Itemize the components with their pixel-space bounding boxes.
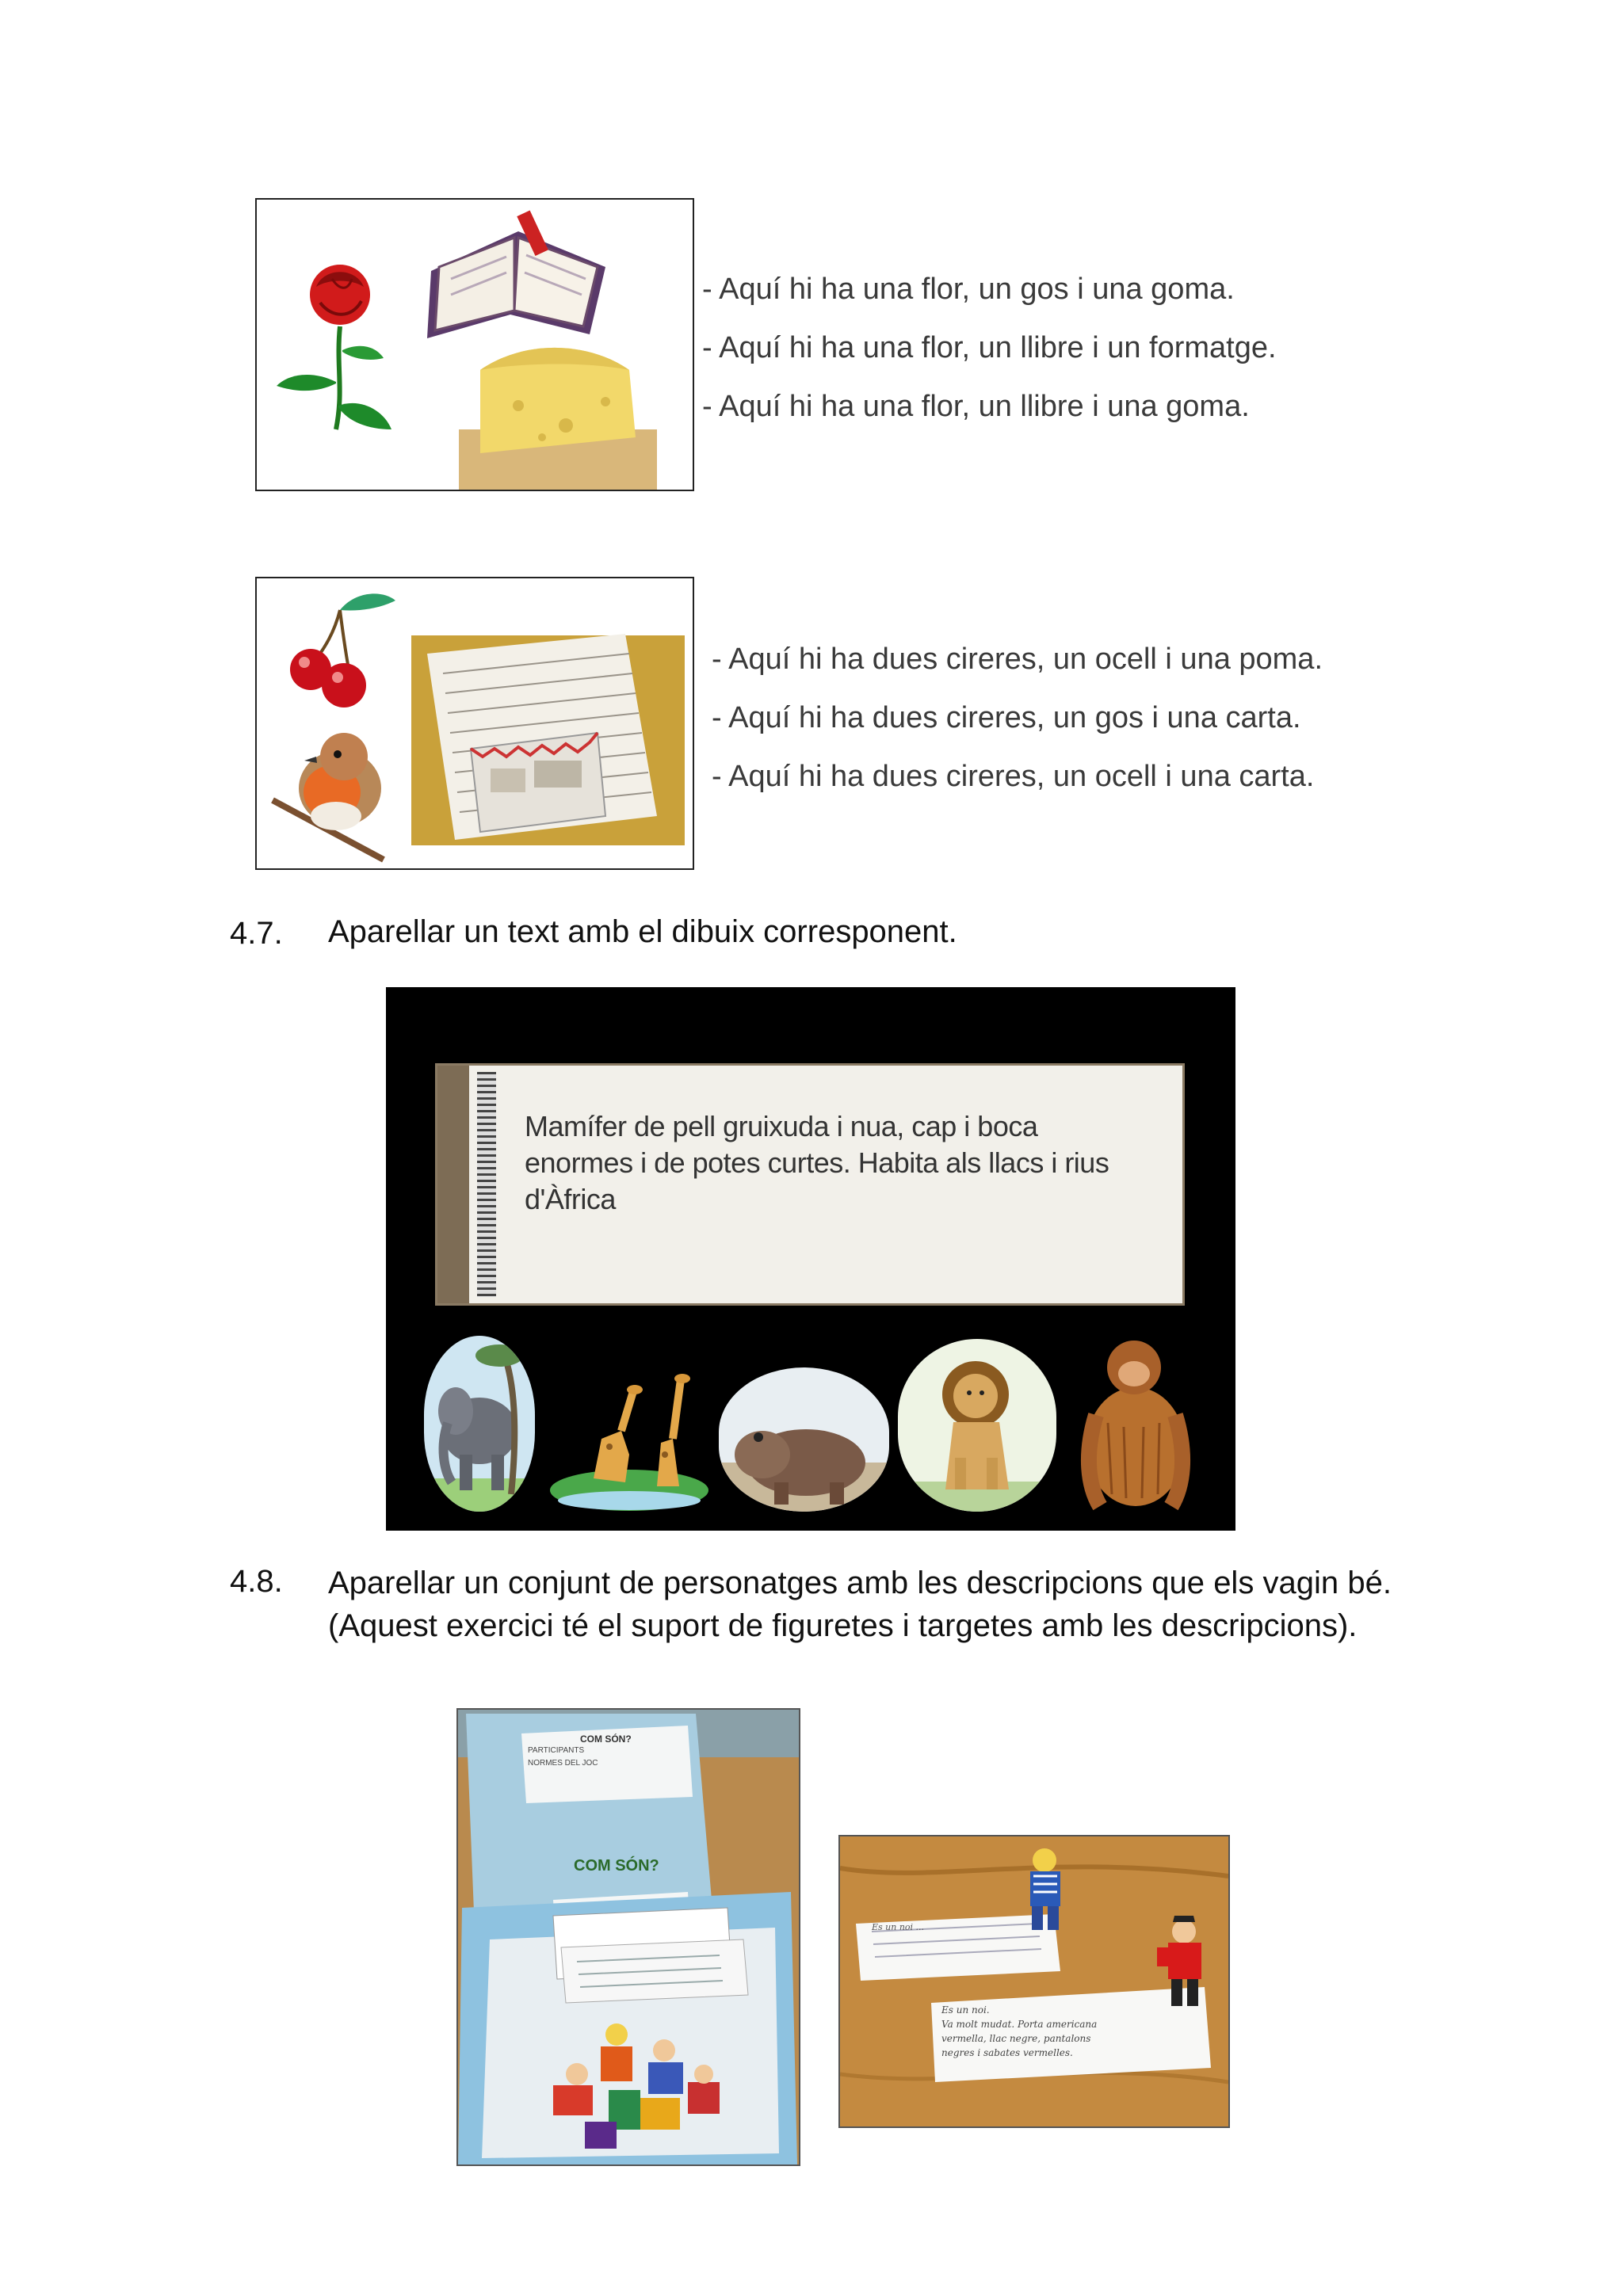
exercise-2-picture: [255, 577, 694, 870]
sheet-participants: PARTICIPANTS: [528, 1746, 585, 1755]
rose-icon: [277, 265, 391, 429]
rose-book-cheese-illustration: [257, 200, 693, 490]
exercise-2-option-1: - Aquí hi ha dues cireres, un ocell i una poma.: [712, 643, 1323, 676]
exercise-1-picture: [255, 198, 694, 491]
orangutan-option[interactable]: [1064, 1328, 1207, 1512]
hippo-icon: [719, 1367, 889, 1512]
lion-icon: [898, 1339, 1056, 1512]
description-card: [435, 1063, 1185, 1306]
section-4-8-number: 4.8.: [230, 1564, 283, 1599]
box-label: COM SÓN?: [574, 1857, 659, 1875]
figures-and-cards-photo: [838, 1835, 1230, 2128]
exercise-1-option-1: - Aquí hi ha una flor, un gos i una goma.: [702, 273, 1235, 306]
card-b-line-2: Va molt mudat. Porta americana: [941, 2019, 1098, 2030]
elephant-icon: [424, 1336, 535, 1512]
exercise-2-option-3: - Aquí hi ha dues cireres, un ocell i una carta.: [712, 760, 1315, 793]
giraffe-icon: [546, 1367, 712, 1512]
book-icon: [427, 211, 605, 338]
orangutan-icon: [1064, 1328, 1207, 1512]
cheese-icon: [459, 348, 657, 490]
elephant-option[interactable]: [424, 1336, 535, 1512]
exercise-1-option-3: - Aquí hi ha una flor, un llibre i una goma.: [702, 390, 1250, 423]
card-text-line-2: enormes i de potes curtes. Habita als llacs i rius: [525, 1146, 1109, 1179]
sheet-title: COM SÓN?: [580, 1733, 632, 1745]
section-4-7-number: 4.7.: [230, 916, 283, 951]
card-b-line-3: vermella, llac negre, pantalons: [941, 2033, 1091, 2044]
giraffes-option[interactable]: [546, 1367, 712, 1512]
game-box-photo: [456, 1708, 800, 2166]
lion-option[interactable]: [898, 1339, 1056, 1512]
bird-icon: [273, 733, 384, 860]
section-4-8-text: Aparellar un conjunt de personatges amb les descripcions que els vagin bé. (Aquest exercici té el suport de figuretes i targetes amb les descripcions).: [328, 1566, 1392, 1643]
table-scene: [840, 1836, 1228, 2126]
game-box-scene: [458, 1710, 799, 2164]
exercise-1-option-2: - Aquí hi ha una flor, un llibre i un formatge.: [702, 331, 1277, 364]
cherries-bird-letter-illustration: [257, 578, 693, 868]
card-text-line-1: Mamífer de pell gruixuda i nua, cap i boca: [525, 1110, 1038, 1142]
card-a-text: Es un noi ...: [872, 1922, 925, 1932]
matching-activity-screen: [386, 987, 1235, 1531]
sheet-rules: NORMES DEL JOC: [528, 1759, 598, 1768]
exercise-2-option-2: - Aquí hi ha dues cireres, un gos i una carta.: [712, 701, 1301, 734]
letter-photo: [411, 634, 685, 845]
card-b-line-1: Es un noi.: [941, 2004, 990, 2016]
hippo-option[interactable]: [719, 1367, 889, 1512]
section-4-7-text: Aparellar un text amb el dibuix corresponent.: [328, 914, 957, 949]
card-text-line-3: d'Àfrica: [525, 1183, 616, 1215]
notebook-spiral: [477, 1072, 496, 1297]
card-b-line-4: negres i sabates vermelles.: [941, 2047, 1073, 2058]
cherries-icon: [290, 593, 395, 707]
